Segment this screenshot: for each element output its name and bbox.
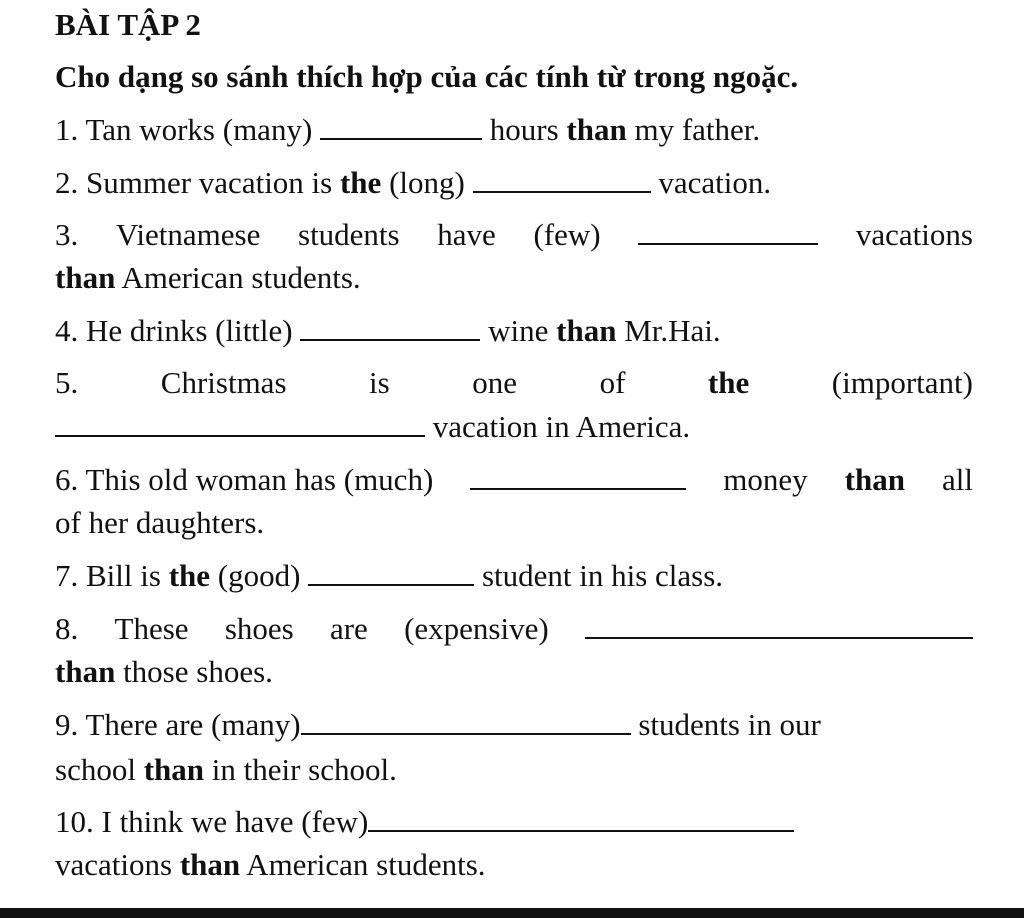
question-4	[55, 312, 973, 350]
q6-text-rest: of her daughters.	[55, 505, 265, 540]
q5-word: one	[472, 365, 518, 400]
q8-word: shoes	[224, 611, 294, 646]
question-1	[55, 111, 973, 149]
q7-text: 7. Bill is	[55, 558, 169, 593]
q10-blank[interactable]	[368, 806, 794, 832]
q9-blank[interactable]	[301, 709, 631, 735]
question-9-line-1	[55, 706, 973, 744]
q2-text: 2. Summer vacation is	[55, 165, 340, 200]
q7-text-3: student in his class.	[474, 558, 724, 593]
question-6-line-2	[55, 504, 973, 542]
question-10-line-2	[55, 846, 973, 884]
question-3-line-2	[55, 259, 973, 297]
q2-blank[interactable]	[473, 167, 651, 193]
q3-keyword: than	[55, 260, 116, 295]
question-7	[55, 557, 973, 595]
q8-word: 8.	[55, 611, 79, 646]
q6-word: all	[941, 462, 973, 497]
q10-keyword: than	[179, 847, 241, 882]
q5-word: of	[599, 365, 626, 400]
q9-text-3: school	[55, 752, 144, 787]
q4-keyword: than	[556, 313, 617, 348]
q5-keyword: the	[707, 365, 750, 400]
q1-blank[interactable]	[320, 114, 482, 140]
bottom-border	[0, 908, 1024, 918]
question-8-line-1	[55, 610, 973, 648]
q8-text-rest: those shoes.	[115, 654, 273, 689]
q1-text: 1. Tan works (many)	[55, 112, 321, 147]
q6-keyword: than	[844, 462, 905, 497]
question-5-line-1	[55, 364, 973, 402]
q8-blank[interactable]	[585, 613, 973, 639]
q5-word: is	[369, 365, 390, 400]
q3-blank[interactable]	[638, 219, 818, 245]
q7-keyword: the	[168, 558, 211, 593]
q2-keyword: the	[339, 165, 382, 200]
q1-text-2: hours	[482, 112, 567, 147]
q2-text-2: (long)	[381, 165, 473, 200]
q10-text: 10. I think we have (few)	[55, 804, 369, 839]
q6-text: 6. This old woman has (much)	[55, 462, 434, 497]
q5-word: (important)	[831, 365, 973, 400]
q5-blank[interactable]	[55, 411, 425, 437]
q3-word: (few)	[533, 217, 601, 252]
q4-text: 4. He drinks (little)	[55, 313, 301, 348]
q2-text-3: vacation.	[650, 165, 772, 200]
q8-word: (expensive)	[404, 611, 549, 646]
question-6-line-1	[55, 461, 973, 499]
q10-text-2: vacations	[55, 847, 180, 882]
q8-word: These	[114, 611, 189, 646]
q9-text: 9. There are (many)	[55, 707, 301, 742]
q10-text-3: American students.	[240, 847, 486, 882]
q1-text-3: my father.	[626, 112, 761, 147]
q7-blank[interactable]	[308, 560, 474, 586]
q7-text-2: (good)	[210, 558, 309, 593]
q4-text-3: Mr.Hai.	[616, 313, 721, 348]
q5-word: Christmas	[160, 365, 287, 400]
q5-text-rest: vacation in America.	[425, 409, 691, 444]
q8-word: are	[329, 611, 368, 646]
exercise-title: BÀI TẬP 2	[55, 7, 201, 42]
q9-keyword: than	[143, 752, 204, 787]
question-10-line-1	[55, 803, 973, 841]
q4-blank[interactable]	[300, 315, 480, 341]
q3-word: vacations	[855, 217, 973, 252]
q9-text-4: in their school.	[204, 752, 397, 787]
q6-blank[interactable]	[470, 464, 686, 490]
q5-word: 5.	[55, 365, 79, 400]
question-3-line-1	[55, 216, 973, 254]
q1-keyword: than	[566, 112, 627, 147]
q8-keyword: than	[55, 654, 116, 689]
q3-word: Vietnamese	[115, 217, 261, 252]
question-5-line-2	[55, 408, 973, 446]
q3-word: students	[298, 217, 400, 252]
q3-word: have	[437, 217, 496, 252]
q6-word: money	[723, 462, 808, 497]
question-8-line-2	[55, 653, 973, 691]
q3-text-rest: American students.	[115, 260, 361, 295]
question-9-line-2	[55, 751, 973, 789]
question-2	[55, 164, 973, 202]
exercise-instruction: Cho dạng so sánh thích hợp của các tính từ trong ngoặc.	[55, 59, 799, 94]
q4-text-2: wine	[480, 313, 557, 348]
q3-word: 3.	[55, 217, 79, 252]
q9-text-2: students in our	[630, 707, 821, 742]
